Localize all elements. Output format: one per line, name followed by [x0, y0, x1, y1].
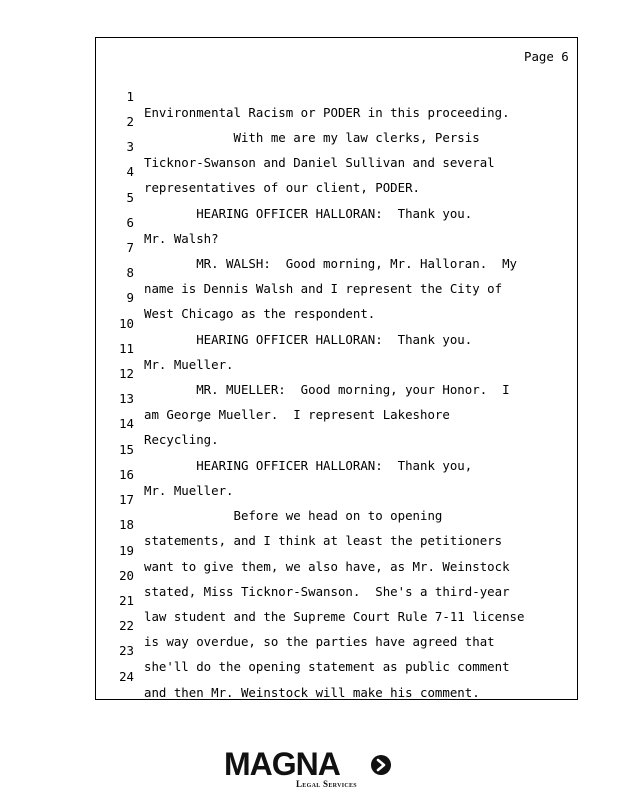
line-number: 22: [119, 618, 134, 633]
line-number: 6: [126, 215, 134, 230]
line-number: 23: [119, 643, 134, 658]
transcript-line: [110, 224, 517, 271]
line-number: 13: [119, 391, 134, 406]
line-number: 5: [126, 190, 134, 205]
line-text: representatives of our client, PODER.: [144, 180, 421, 195]
line-text: am George Mueller. I represent Lakeshore: [144, 407, 450, 422]
line-number: 9: [126, 290, 134, 305]
line-text: Mr. Mueller.: [144, 483, 234, 498]
line-text: HEARING OFFICER HALLORAN: Thank you.: [144, 332, 473, 347]
line-number: 1: [126, 89, 134, 104]
transcript-line: [110, 325, 234, 372]
line-text: statements, and I think at least the petitioners: [144, 533, 503, 548]
line-number: 24: [119, 669, 134, 684]
line-number: 19: [119, 543, 134, 558]
line-text: stated, Miss Ticknor-Swanson. She's a third-year: [144, 584, 510, 599]
line-text: want to give them, we also have, as Mr. Weinstock: [144, 559, 510, 574]
transcript-line: [110, 350, 510, 397]
transcript-line: [110, 199, 219, 246]
line-number: 11: [119, 341, 134, 356]
line-number: 21: [119, 593, 134, 608]
transcript-line: [110, 451, 234, 498]
line-number: 7: [126, 240, 134, 255]
line-text: With me are my law clerks, Persis: [144, 130, 480, 145]
line-text: Ticknor-Swanson and Daniel Sullivan and several: [144, 155, 495, 170]
page-number: Page 6: [524, 49, 569, 64]
line-number: 17: [119, 492, 134, 507]
transcript-line: [110, 400, 219, 447]
line-text: she'll do the opening statement as public comment: [144, 659, 510, 674]
line-text: name is Dennis Walsh and I represent the City of: [144, 281, 503, 296]
line-number: 20: [119, 568, 134, 583]
line-number: 4: [126, 164, 134, 179]
line-number: 18: [119, 517, 134, 532]
line-number: 8: [126, 265, 134, 280]
line-number: 15: [119, 442, 134, 457]
line-text: MR. MUELLER: Good morning, your Honor. I: [144, 382, 510, 397]
line-text: is way overdue, so the parties have agreed that: [144, 634, 495, 649]
logo-tagline: Legal Services: [296, 779, 357, 789]
line-text: Before we head on to opening: [144, 508, 443, 523]
line-text: Mr. Walsh?: [144, 231, 219, 246]
line-text: HEARING OFFICER HALLORAN: Thank you,: [144, 458, 473, 473]
line-text: law student and the Supreme Court Rule 7-11 license: [144, 609, 525, 624]
line-number: 16: [119, 467, 134, 482]
line-number: 10: [119, 316, 134, 331]
transcript-line: [110, 73, 510, 120]
line-number: 2: [126, 114, 134, 129]
line-text: Environmental Racism or PODER in this proceeding.: [144, 105, 510, 120]
line-number: 3: [126, 139, 134, 154]
logo-wordmark: MAGNA: [224, 746, 340, 782]
line-text: Mr. Mueller.: [144, 357, 234, 372]
magna-logo: [224, 746, 396, 794]
line-text: West Chicago as the respondent.: [144, 306, 376, 321]
line-text: HEARING OFFICER HALLORAN: Thank you.: [144, 206, 473, 221]
line-number: 12: [119, 366, 134, 381]
line-text: and then Mr. Weinstock will make his comment.: [144, 685, 480, 700]
chevron-right-circle-icon: [370, 754, 392, 776]
line-number: 14: [119, 416, 134, 431]
line-text: MR. WALSH: Good morning, Mr. Halloran. My: [144, 256, 517, 271]
line-text: Recycling.: [144, 432, 219, 447]
